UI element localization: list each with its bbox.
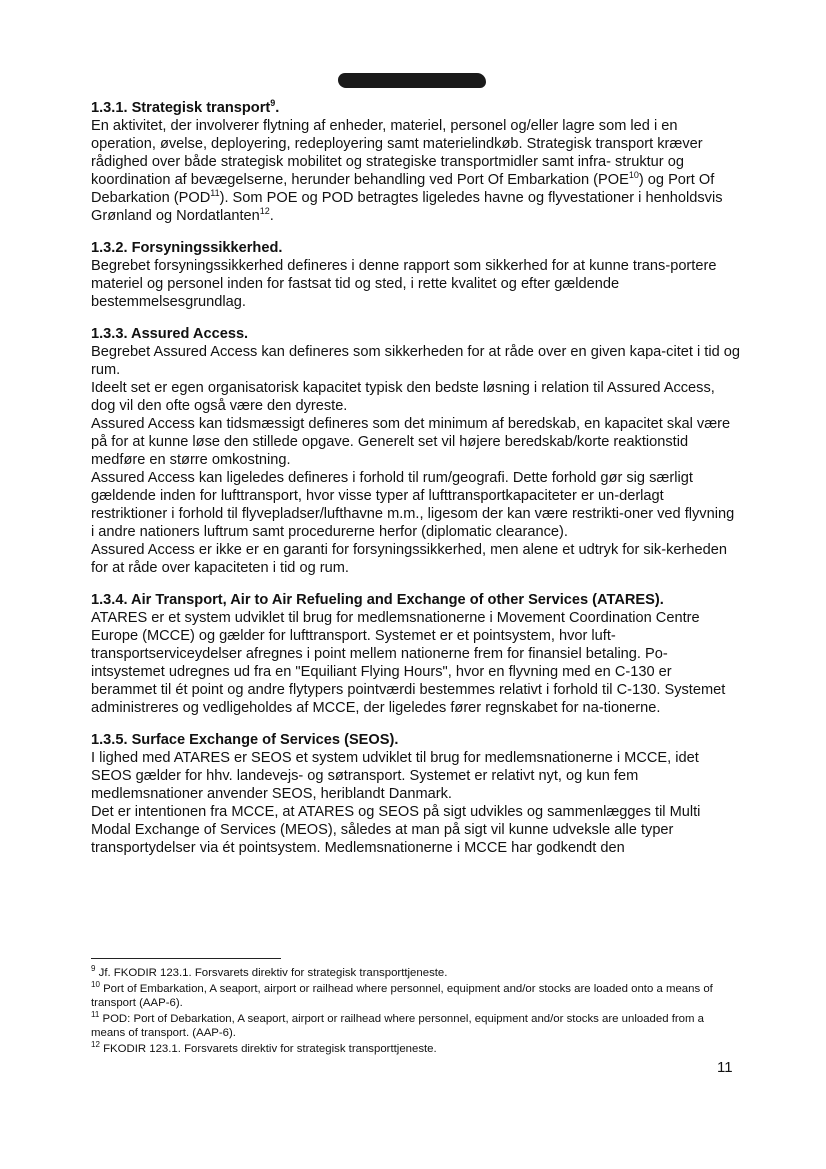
redaction-bar — [338, 73, 486, 88]
section-heading-text: 1.3.5. Surface Exchange of Services (SEOS). — [91, 732, 399, 748]
paragraph: Assured Access kan tidsmæssigt defineres som det minimum af beredskab, en kapacitet skal være på for at kunne løse den stillede opgave. Generelt set vil højere beredskab/korte reaktionstid medføre en større omkostning. — [91, 416, 731, 468]
section-heading — [91, 591, 741, 609]
section-heading: 1.3.1. Strategisk transport$^9$. — [91, 98, 280, 116]
footnotes — [91, 958, 741, 1058]
paragraph: Begrebet forsyningssikkerhed defineres i denne rapport som sikkerhed for at kunne trans-portere materiel og personel inden for fastsat tid og sted, i rette kvalitet og efter gældende bestemmelsesgrundlag. — [91, 258, 717, 310]
footnote — [91, 982, 741, 1010]
page-number: 11 — [717, 1059, 733, 1076]
footnote-number: 12 — [91, 1040, 100, 1050]
paragraph: ATARES er et system udviklet til brug for medlemsnationerne i Movement Coordination Centre Europe (MCCE) og gælder for lufttransport. Systemet er et pointsystem, hvor luft-transportserviceydelser afregnes i point mellem nationerne frem for finansiel betaling. Po-intsystemet udregnes ud fra en "Equiliant Flying Hours", hvor en flyvning med en C-130 er berammet til ét point og andre flytypers pointværdi bestemmes relativt i forhold til C-130. Systemet administreres og vedligeholdes af MCCE, der ligeledes fører regnskabet for na-tionerne. — [91, 610, 726, 716]
section-heading-text: 1.3.1. Strategisk transport — [91, 100, 271, 116]
section — [91, 325, 741, 577]
section — [91, 591, 741, 717]
paragraph: Assured Access er ikke er en garanti for forsyningssikkerhed, men alene et udtryk for sik-kerheden for at råde over kapaciteten i tid og rum. — [91, 542, 727, 576]
paragraph: Det er intentionen fra MCCE, at ATARES og SEOS på sigt udvikles og sammenlægges til Multi Modal Exchange of Services (MEOS), således at man på sigt vil kunne udveksle alle typer transportydelser via ét pointsystem. Medlemsnationerne i MCCE har godkendt den — [91, 804, 701, 856]
document-body — [91, 99, 741, 871]
footnote-ref: 12 — [259, 206, 270, 217]
footnote-text: Port of Embarkation, A seaport, airport or railhead where personnel, equipment and/or stocks are loaded onto a means of transport (AAP-6). — [91, 983, 713, 1009]
footnote — [91, 1012, 741, 1040]
footnote-number: 9 — [91, 964, 96, 974]
footnote-text: POD: Port of Debarkation, A seaport, airport or railhead where personnel, equipment and/or stocks are unloaded from a means of transport. (AAP-6). — [91, 1013, 704, 1039]
footnote-text: FKODIR 123.1. Forsvarets direktiv for strategisk transporttjeneste. — [99, 1043, 437, 1055]
paragraph: I lighed med ATARES er SEOS et system udviklet til brug for medlemsnationerne i MCCE, idet SEOS gælder for hhv. landevejs- og søtransport. Systemet er relativt nyt, og kun fem medlemsnationer anvender SEOS, heriblandt Danmark. — [91, 750, 699, 802]
paragraph: En aktivitet, der involverer flytning af enheder, materiel, personel og/eller lagre som led i en operation, øvelse, deployering, redeployering samt materielindkøb. Strategisk transport kræver rådighed over både strategisk mobilitet og strategiske transportmidler samt infra- struktur og koordination af bevægelserne, herunder behandling ved Port Of Embarkation (POE$^{10}$) og Port Of Debarkation (POD$^{11}$). Som POE og POD betragtes ligeledes havne og flyvestationer i henholdsvis Grønland og Nordatlanten$^{12}$. — [91, 118, 723, 224]
footnote-ref: 10 — [628, 170, 639, 181]
footnote-text: Jf. FKODIR 123.1. Forsvarets direktiv for strategisk transporttjeneste. — [95, 967, 448, 979]
footnote-rule — [91, 958, 281, 959]
section-heading-text: 1.3.3. Assured Access. — [91, 326, 249, 342]
footnote-number: 11 — [91, 1010, 100, 1020]
footnote-ref: 9 — [270, 98, 276, 109]
footnote — [91, 966, 741, 980]
paragraph: Ideelt set er egen organisatorisk kapacitet typisk den bedste løsning i relation til Assured Access, dog vil den ofte også være den dyreste. — [91, 380, 715, 414]
section-heading-text: 1.3.4. Air Transport, Air to Air Refueling and Exchange of other Services (ATARES). — [91, 592, 664, 608]
section-heading-text: 1.3.2. Forsyningssikkerhed. — [91, 240, 283, 256]
section-heading — [91, 731, 741, 749]
section — [91, 731, 741, 857]
paragraph: Begrebet Assured Access kan defineres som sikkerheden for at råde over en given kapa-citet i tid og rum. — [91, 344, 740, 378]
section — [91, 99, 741, 225]
section-heading — [91, 325, 741, 343]
footnote-ref: 11 — [210, 188, 220, 199]
section-heading — [91, 239, 741, 257]
footnote — [91, 1042, 741, 1056]
paragraph: Assured Access kan ligeledes defineres i forhold til rum/geografi. Dette forhold gør sig særligt gældende inden for lufttransport, hvor visse typer af lufttransportkapaciteter er un-derlagt restriktioner i forhold til flyvepladser/lufthavne m.m., ligesom der kan være restrikti-oner ved flyvning i andre nationers luftrum samt procedurerne herfor (diplomatic clearance). — [91, 470, 735, 540]
footnote-number: 10 — [91, 980, 100, 990]
section — [91, 239, 741, 311]
